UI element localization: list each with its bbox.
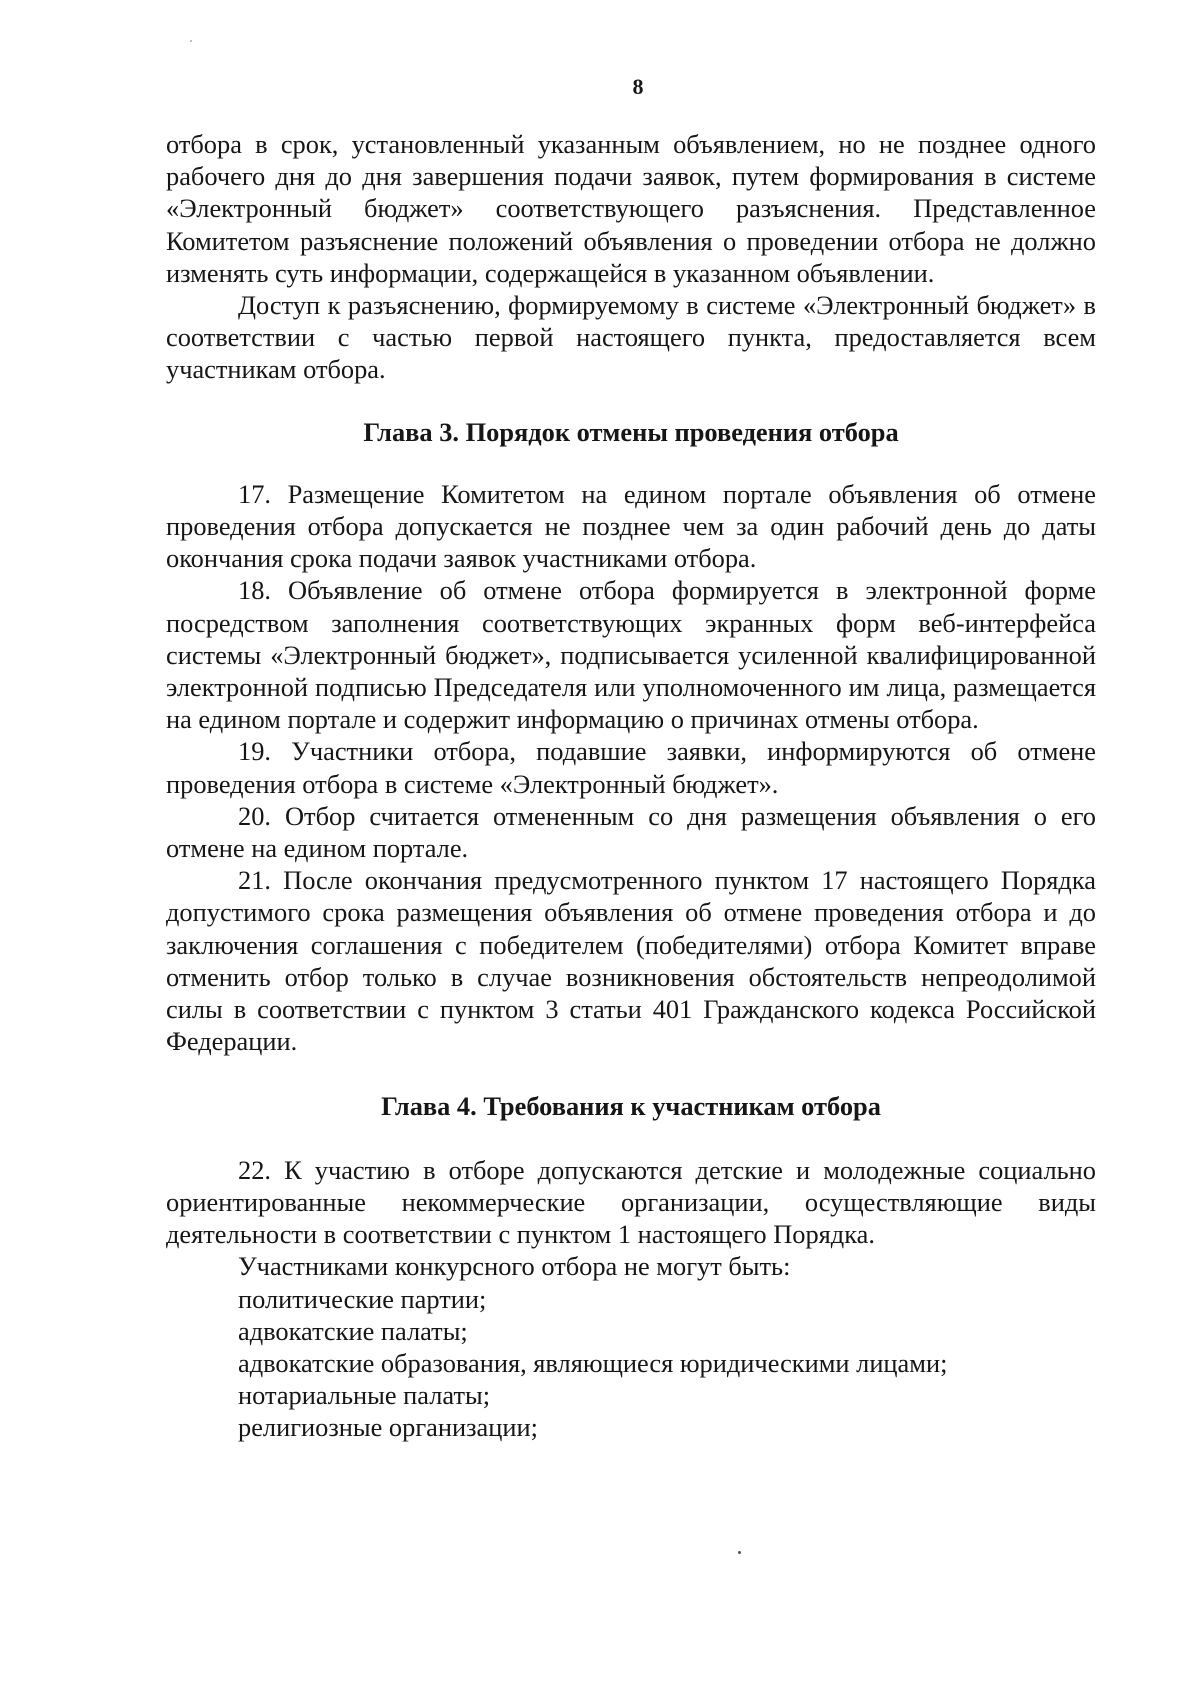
clause-21: 21. После окончания предусмотренного пунктом 17 настоящего Порядка допустимого срока размещения объявления об отмене проведения отбора и до заключения соглашения с победителем (победителями) отбора Комитет вправе отменить отбор только в случае возникновения обстоятельств непреодолимой силы в соответствии с пунктом 3 статьи 401 Гражданского кодекса Российской Федерации. — [166, 865, 1096, 1057]
exclusion-list-item: адвокатские образования, являющиеся юридическими лицами; — [238, 1347, 948, 1378]
chapter-3-title: Глава 3. Порядок отмены проведения отбора — [363, 416, 899, 447]
clause-18: 18. Объявление об отмене отбора формируется в электронной форме посредством заполнения соответствующих экранных форм веб-интерфейса системы «Электронный бюджет», подписывается усиленной квалифицированной электронной подписью Председателя или уполномоченного им лица, размещается на едином портале и содержит информацию о причинах отмены отбора. — [166, 575, 1096, 735]
page-number: 8 — [632, 74, 644, 99]
exclusion-list-item: нотариальные палаты; — [238, 1380, 491, 1411]
exclusion-list-item: политические партии; — [238, 1283, 487, 1314]
exclusion-list-intro: Участниками конкурсного отбора не могут быть: — [238, 1251, 791, 1282]
scan-speck — [738, 1551, 741, 1554]
clause-17: 17. Размещение Комитетом на едином портале объявления об отмене проведения отбора допускается не позднее чем за один рабочий день до даты окончания срока подачи заявок участниками отбора. — [166, 478, 1096, 574]
clause-19: 19. Участники отбора, подавшие заявки, информируются об отмене проведения отбора в системе «Электронный бюджет». — [166, 736, 1096, 799]
clause-20: 20. Отбор считается отмененным со дня размещения объявления о его отмене на едином портале. — [166, 800, 1096, 864]
document-body — [166, 128, 1096, 1444]
exclusion-list-item: адвокатские палаты; — [238, 1315, 468, 1346]
scan-speck — [190, 40, 192, 42]
exclusion-list-item: религиозные организации; — [238, 1412, 538, 1443]
clause-22: 22. К участию в отборе допускаются детские и молодежные социально ориентированные некоммерческие организации, осуществляющие виды деятельности в соответствии с пунктом 1 настоящего Порядка. — [166, 1154, 1096, 1250]
chapter-4-title: Глава 4. Требования к участникам отбора — [381, 1091, 881, 1122]
intro-paragraph-continued: отбора в срок, установленный указанным объявлением, но не позднее одного рабочего дня до дня завершения подачи заявок, путем формирования в системе «Электронный бюджет» соответствующего разъяснения. Представленное Комитетом разъяснение положений объявления о проведении отбора не должно изменять суть информации, содержащейся в указанном объявлении. — [166, 129, 1096, 288]
intro-paragraph-access: Доступ к разъяснению, формируемому в системе «Электронный бюджет» в соответствии с частью первой настоящего пункта, предоставляется всем участникам отбора. — [166, 290, 1096, 385]
